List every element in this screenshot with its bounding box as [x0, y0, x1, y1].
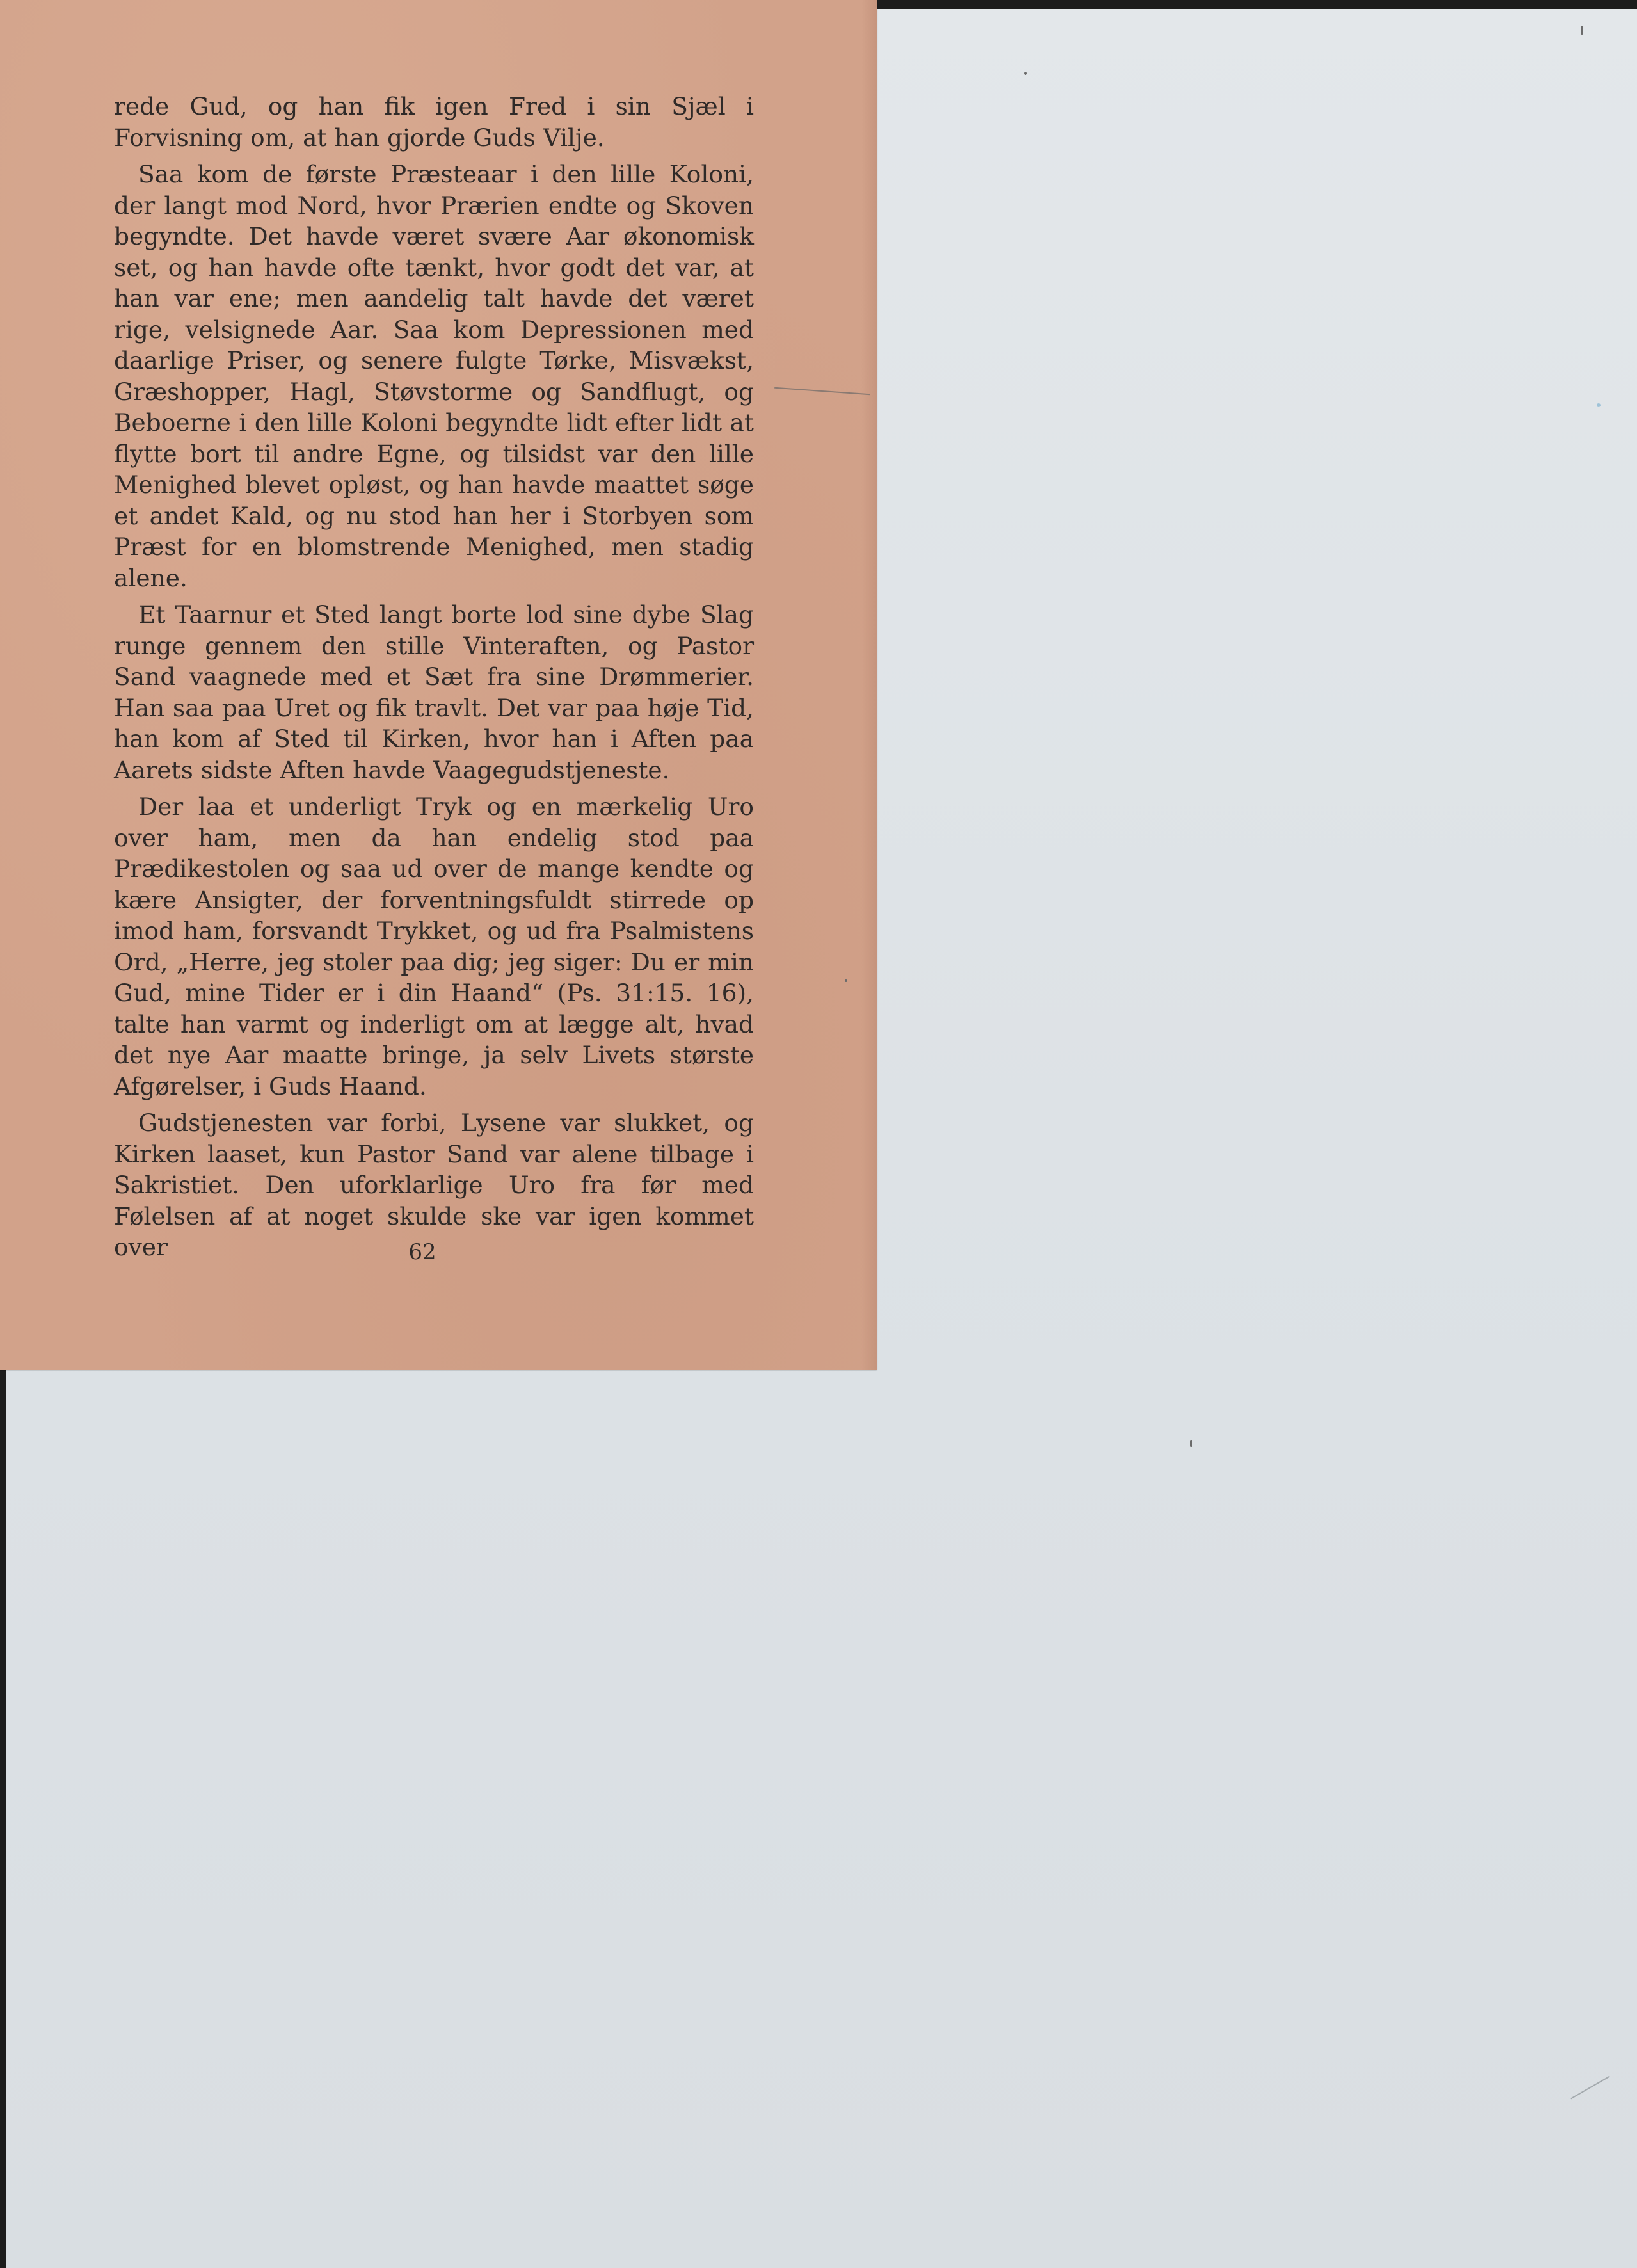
book-page [0, 0, 877, 1370]
scanner-left-edge [0, 1370, 6, 2268]
dust-speck [1190, 1440, 1192, 1447]
paragraph-4: Der laa et underligt Tryk og en mærkelig Uro over ham, men da han endelig stod paa Prædikestolen og saa ud over de mange kendte og kære Ansigter, der forventningsfuldt stirrede op imod ham, forsvandt Trykket, og ud fra Psalmistens Ord, „Herre, jeg stoler paa dig; jeg siger: Du er min Gud, mine Tider er i din Haand“ (Ps. 31:15. 16), talte han varmt og inderligt om at lægge alt, hvad det nye Aar maatte bringe, ja selv Livets største Afgørelser, i Guds Haand. [114, 792, 754, 1100]
dust-speck [1581, 26, 1583, 35]
paragraph-5: Gudstjenesten var forbi, Lysene var slukket, og Kirken laaset, kun Pastor Sand var alene tilbage i Sakristiet. Den uforklarlige Uro fra før med Følelsen af at noget skulde ske var igen kommet over [114, 1109, 754, 1261]
page-edge-shading [861, 0, 877, 1370]
paragraph-1: rede Gud, og han fik igen Fred i sin Sjæl i Forvisning om, at han gjorde Guds Vilje. [114, 92, 754, 152]
page-number: 62 [408, 1239, 436, 1265]
dust-speck [845, 979, 847, 982]
dust-speck [1024, 72, 1027, 75]
body-text [114, 91, 754, 1269]
paragraph-2: Saa kom de første Præsteaar i den lille Koloni, der langt mod Nord, hvor Prærien endte og Skoven begyndte. Det havde været svære Aar økonomisk set, og han havde ofte tænkt, hvor godt det var, at han var ene; men aandelig talt havde det været rige, velsignede Aar. Saa kom Depressionen med daarlige Priser, og senere fulgte Tørke, Misvækst, Græshopper, Hagl, Støvstorme og Sandflugt, og Beboerne i den lille Koloni begyndte lidt efter lidt at flytte bort til andre Egne, og tilsidst var den lille Menighed blevet opløst, og han havde maattet søge et andet Kald, og nu stod han her i Storbyen som Præst for en blomstrende Menighed, men stadig alene. [114, 160, 754, 592]
dust-speck [1597, 403, 1601, 407]
paper-scratch-mark [774, 387, 870, 395]
scanner-top-edge [877, 0, 1637, 9]
paragraph-3: Et Taarnur et Sted langt borte lod sine dybe Slag runge gennem den stille Vinteraften, og Pastor Sand vaagnede med et Sæt fra sine Drømmerier. Han saa paa Uret og fik travlt. Det var paa høje Tid, han kom af Sted til Kirken, hvor han i Aften paa Aarets sidste Aften havde Vaagegudstjeneste. [114, 600, 754, 784]
